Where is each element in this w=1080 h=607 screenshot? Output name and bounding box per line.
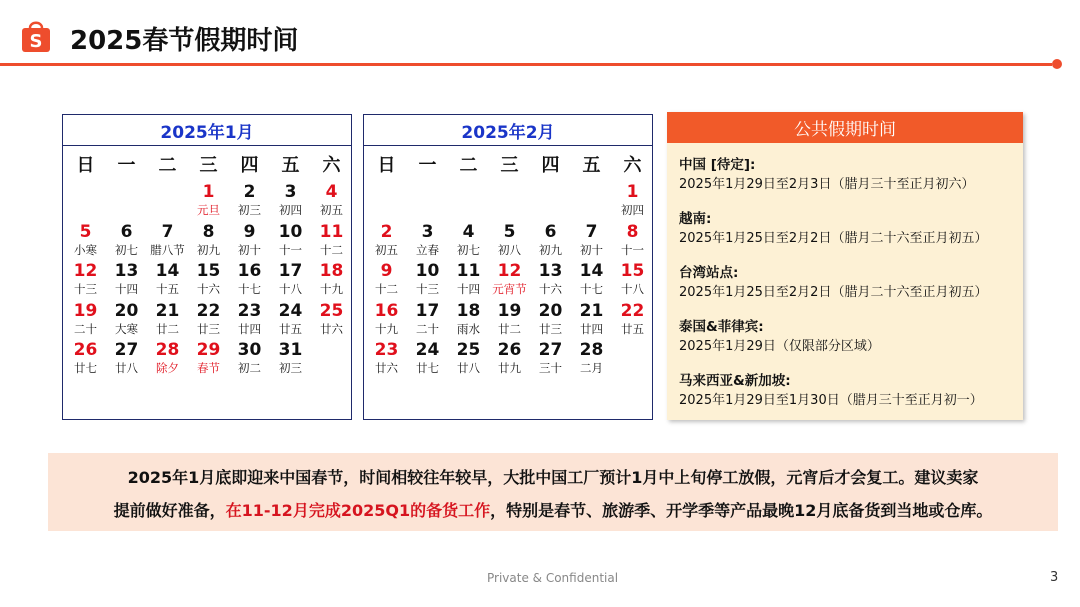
calendar-day [65,341,106,376]
calendar-day [106,223,147,258]
lunar-date: 初七 [457,242,480,257]
lunar-date: 初十 [238,242,261,257]
calendar-day [229,341,270,376]
lunar-date: 廿三 [539,321,562,336]
header-divider [0,63,1052,66]
day-number: 23 [237,300,262,321]
day-number: 7 [585,221,598,242]
calendar-day [571,262,612,297]
day-number: 11 [319,221,344,242]
lunar-date: 元宵节 [492,282,527,296]
lunar-date: 十五 [156,282,179,296]
day-number: 13 [538,261,563,281]
calendar-day [407,262,448,297]
lunar-date: 十三 [74,282,97,296]
weekday-header: 三 [199,155,218,176]
weekday-header: 六 [322,155,341,176]
day-number: 12 [497,261,522,281]
lunar-date: 初八 [498,242,521,257]
calendar-day [106,341,147,376]
day-number: 31 [278,340,303,360]
calendar-day [530,262,571,297]
calendar-day [571,341,612,376]
calendar-january [62,114,352,420]
calendar-day [612,262,653,297]
day-number: 15 [620,261,645,281]
lunar-date: 廿九 [498,361,521,375]
lunar-date: 廿二 [156,321,179,336]
lunar-date: 大寒 [115,321,138,336]
calendar-day [188,183,229,218]
calendar-day [65,262,106,297]
lunar-date: 十九 [375,321,398,336]
weekday-header: 日 [76,155,95,176]
calendar-day [366,302,407,337]
page-title: 2025春节假期时间 [70,26,299,56]
calendar-title: 2025年2月 [364,115,652,146]
calendar-day [188,262,229,297]
day-number: 11 [456,261,481,281]
day-number: 21 [155,300,180,321]
calendar-day [270,341,311,376]
page-number: 3 [1050,570,1059,585]
calendar-day [311,302,352,337]
calendar-day [106,302,147,337]
lunar-date: 廿三 [197,321,220,336]
calendar-day [229,223,270,258]
lunar-date: 十四 [115,282,138,296]
day-number: 22 [196,300,221,321]
day-number: 5 [503,221,516,242]
day-number: 22 [620,300,645,321]
day-number: 19 [73,300,98,321]
day-number: 8 [626,221,639,242]
day-number: 10 [415,261,440,281]
day-number: 18 [319,261,344,281]
lunar-date: 初三 [279,361,302,375]
day-number: 3 [421,221,434,242]
calendar-day [407,223,448,258]
lunar-date: 廿五 [621,321,644,336]
day-number: 1 [626,182,639,202]
day-number: 28 [579,340,604,360]
calendar-day [571,302,612,337]
calendar-day [311,262,352,297]
confidential-label: Private & Confidential [487,571,619,585]
lunar-date: 初九 [197,242,220,257]
lunar-date: 十七 [580,282,603,296]
calendar-day [311,223,352,258]
day-number: 6 [544,221,557,242]
lunar-date: 廿七 [416,361,439,375]
calendar-day [530,302,571,337]
calendar-day [366,262,407,297]
day-number: 8 [202,221,215,242]
day-number: 24 [415,340,440,360]
day-number: 20 [114,300,139,321]
holiday-country: 中国 [待定]: [679,157,756,173]
lunar-date: 初四 [279,203,302,217]
lunar-date: 廿五 [279,321,302,336]
calendar-day [188,302,229,337]
lunar-date: 春节 [197,361,220,375]
lunar-date: 十二 [375,282,398,296]
weekday-header: 五 [281,155,300,176]
day-number: 4 [325,182,338,202]
lunar-date: 初十 [580,242,603,257]
calendar-day [270,302,311,337]
lunar-date: 廿四 [580,321,603,336]
weekday-header: 五 [582,155,601,176]
lunar-date: 廿六 [375,361,398,375]
calendar-day [489,302,530,337]
calendar-day [366,341,407,376]
holiday-date: 2025年1月29日（仅限部分区域） [679,339,880,354]
day-number: 19 [497,300,522,321]
day-number: 29 [196,340,221,360]
holiday-date: 2025年1月25日至2月2日（腊月二十六至正月初五） [679,285,988,300]
lunar-date: 初四 [621,203,644,217]
calendar-day [448,262,489,297]
day-number: 9 [380,261,393,281]
holiday-date: 2025年1月25日至2月2日（腊月二十六至正月初五） [679,231,988,246]
holiday-country: 马来西亚&新加坡: [679,373,791,389]
holiday-date: 2025年1月29日至2月3日（腊月三十至正月初六） [679,177,975,192]
calendar-day [147,223,188,258]
lunar-date: 十一 [621,242,644,257]
day-number: 21 [579,300,604,321]
calendar-day [407,302,448,337]
lunar-date: 初五 [320,203,343,217]
day-number: 3 [284,182,297,202]
day-number: 20 [538,300,563,321]
day-number: 12 [73,261,98,281]
advice-highlight: 在11-12月完成2025Q1的备货工作 [225,501,491,520]
calendar-day [106,262,147,297]
lunar-date: 十七 [238,282,261,296]
calendar-day [571,223,612,258]
lunar-date: 初七 [115,242,138,257]
calendar-day [489,262,530,297]
calendar-day [612,183,653,218]
lunar-date: 廿四 [238,321,261,336]
calendar-day [448,302,489,337]
advice-line-1: 2025年1月底即迎来中国春节，时间相较往年较早，大批中国工厂预计1月中上旬停工放假，元宵后才会复工。建议卖家 [127,468,979,487]
day-number: 27 [114,340,139,360]
calendar-day [270,262,311,297]
lunar-date: 十四 [457,282,480,296]
calendar-day [489,223,530,258]
day-number: 7 [161,221,174,242]
shopee-logo [20,18,52,54]
lunar-date: 三十 [539,361,562,375]
lunar-date: 十二 [320,242,343,257]
lunar-date: 廿八 [115,361,138,375]
calendar-day [270,183,311,218]
lunar-date: 元旦 [197,203,220,217]
lunar-date: 十六 [197,282,220,296]
holiday-date: 2025年1月29日至1月30日（腊月三十至正月初一） [679,393,983,408]
calendar-day [229,183,270,218]
weekday-header: 三 [500,155,519,176]
day-number: 1 [202,182,215,202]
day-number: 24 [278,300,303,321]
lunar-date: 小寒 [74,242,97,257]
calendar-day [448,223,489,258]
day-number: 10 [278,221,303,242]
day-number: 28 [155,340,180,360]
weekday-header: 二 [459,155,478,176]
lunar-date: 立春 [416,242,439,257]
weekday-header: 四 [240,155,259,176]
public-holidays-title: 公共假期时间 [667,112,1023,143]
lunar-date: 二十 [416,321,439,336]
calendar-day [311,183,352,218]
header-divider-dot [1052,59,1062,69]
lunar-date: 初九 [539,242,562,257]
calendar-day [147,262,188,297]
lunar-date: 初三 [238,203,261,217]
advice-note [48,453,1058,531]
lunar-date: 十八 [279,282,302,296]
day-number: 9 [243,221,256,242]
day-number: 30 [237,340,262,360]
calendar-day [270,223,311,258]
day-number: 16 [237,261,262,281]
lunar-date: 初五 [375,242,398,257]
lunar-date: 十三 [416,282,439,296]
public-holidays-panel [667,112,1023,420]
day-number: 5 [79,221,92,242]
lunar-date: 雨水 [457,321,480,336]
day-number: 17 [278,261,303,281]
calendar-february [363,114,653,420]
calendar-day [612,223,653,258]
calendar-day [65,223,106,258]
weekday-header: 六 [623,155,642,176]
advice-text: ，特别是春节、旅游季、开学季等产品最晚12月底备货到当地或仓库。 [490,501,993,520]
day-number: 2 [380,221,393,242]
day-number: 16 [374,300,399,321]
calendar-day [147,341,188,376]
lunar-date: 十一 [279,242,302,257]
holiday-country: 越南: [679,211,712,227]
day-number: 18 [456,300,481,321]
day-number: 25 [456,340,481,360]
day-number: 14 [155,261,180,281]
lunar-date: 廿七 [74,361,97,375]
lunar-date: 除夕 [156,361,179,375]
day-number: 15 [196,261,221,281]
lunar-date: 二月 [580,361,603,375]
day-number: 17 [415,300,440,321]
calendar-title: 2025年1月 [63,115,351,146]
lunar-date: 十八 [621,282,644,296]
day-number: 13 [114,261,139,281]
lunar-date: 二十 [74,321,97,336]
calendar-day [229,302,270,337]
calendar-day [489,341,530,376]
advice-text: 提前做好准备， [113,501,226,520]
day-number: 26 [73,340,98,360]
calendar-day [530,223,571,258]
weekday-header: 二 [158,155,177,176]
holiday-country: 泰国&菲律宾: [679,319,764,335]
weekday-header: 一 [117,155,136,176]
lunar-date: 腊八节 [150,242,185,257]
day-number: 14 [579,261,604,281]
lunar-date: 廿八 [457,361,480,375]
calendar-day [366,223,407,258]
logo-letter: S [29,31,43,52]
calendar-day [147,302,188,337]
weekday-header: 四 [541,155,560,176]
lunar-date: 十六 [539,282,562,296]
calendar-day [407,341,448,376]
day-number: 26 [497,340,522,360]
calendar-day [188,223,229,258]
lunar-date: 十九 [320,282,343,296]
weekday-header: 日 [377,155,396,176]
calendar-day [229,262,270,297]
lunar-date: 初二 [238,361,261,375]
day-number: 25 [319,300,344,321]
calendar-day [448,341,489,376]
advice-line-2 [48,498,1058,521]
day-number: 27 [538,340,563,360]
weekday-header: 一 [418,155,437,176]
calendar-day [188,341,229,376]
holiday-country: 台湾站点: [679,265,739,281]
day-number: 2 [243,182,256,202]
lunar-date: 廿二 [498,321,521,336]
lunar-date: 廿六 [320,321,343,336]
day-number: 23 [374,340,399,360]
calendar-day [530,341,571,376]
calendar-day [612,302,653,337]
calendar-day [65,302,106,337]
day-number: 4 [462,221,475,242]
day-number: 6 [120,221,133,242]
